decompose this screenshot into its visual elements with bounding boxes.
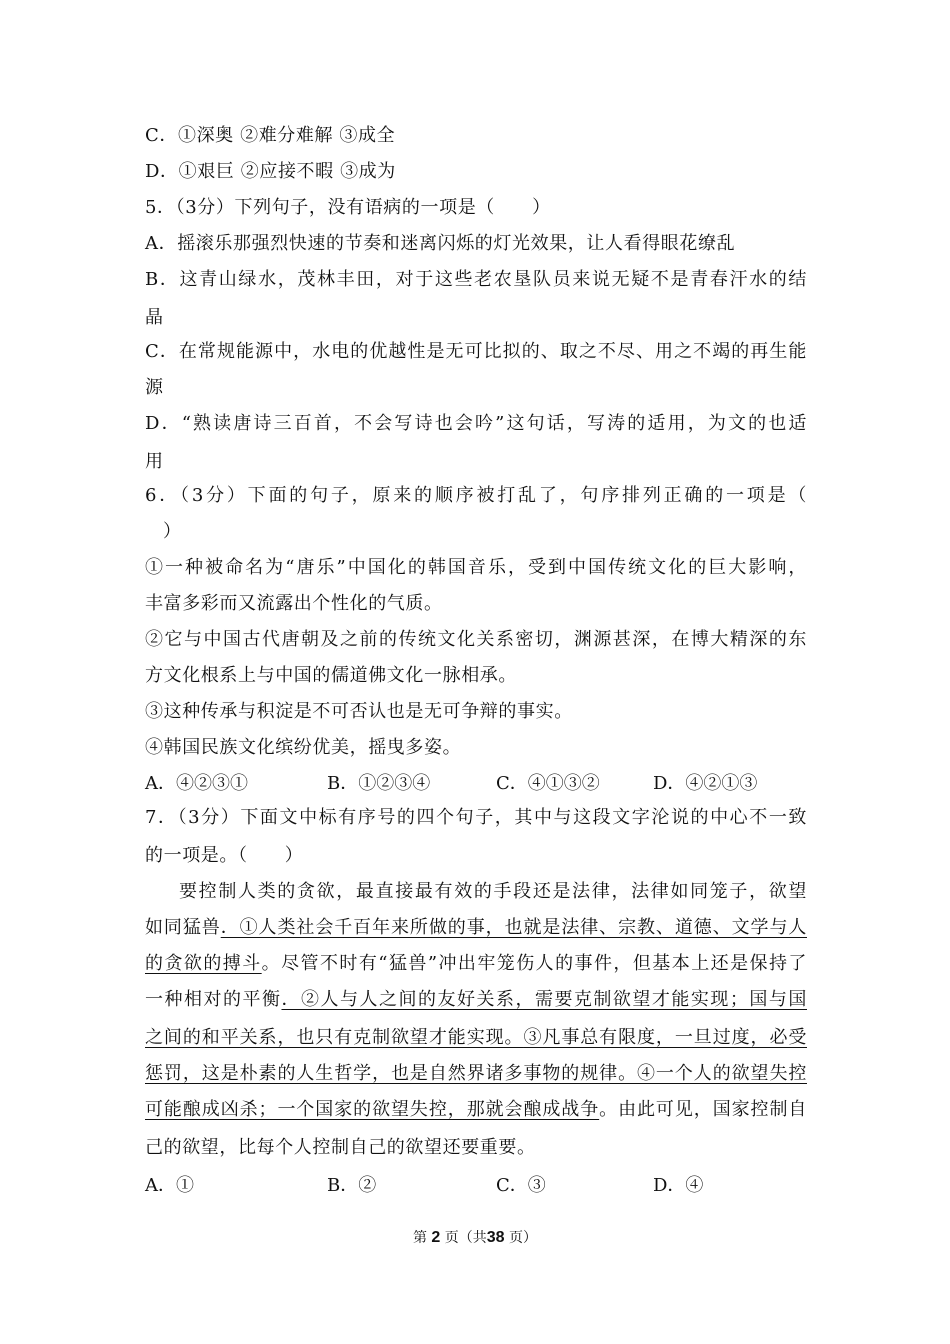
- passage-sentence-4-end: 可能酿成凶杀；一个国家的欲望失控，那就会酿成战争: [145, 1099, 600, 1120]
- footer-text: 第: [412, 1230, 427, 1246]
- q6-sentence-2: ②它与中国古代唐朝及之前的传统文化关系密切，渊源甚深，在博大精深的东: [145, 629, 807, 650]
- q6-sentence-1-cont: 丰富多彩而又流露出个性化的气质。: [145, 593, 443, 614]
- q5-option-c-cont: 源: [145, 377, 164, 398]
- q7-passage-line-8: 己的欲望，比每个人控制自己的欲望还要重要。: [145, 1137, 536, 1158]
- passage-sentence-1: ．①人类社会千百年来所做的事，也就是法律、宗教、道德、文学与人: [220, 917, 807, 938]
- passage-text: 。尽管不时有“猛兽”冲出牢笼伤人的事件，但基本上还是保持了: [261, 953, 807, 974]
- q5-option-d: D．“熟读唐诗三百首，不会写诗也会吟”这句话，写涛的适用，为文的也适: [145, 413, 807, 434]
- q6-option-d: D．④②①③: [653, 773, 758, 794]
- q5-option-b-cont: 晶: [145, 307, 164, 328]
- q7-option-a: A．①: [145, 1175, 194, 1196]
- q6-stem: 6．（3分）下面的句子，原来的顺序被打乱了，句序排列正确的一项是（: [145, 485, 807, 506]
- total-pages: 38: [486, 1229, 505, 1246]
- q6-option-c: C．④①③②: [496, 773, 600, 794]
- q7-passage-line-5: [145, 1026, 807, 1050]
- q6-option-b: B．①②③④: [327, 773, 431, 794]
- passage-text: 一种相对的平衡: [145, 989, 282, 1010]
- passage-text: 如同猛兽: [145, 917, 221, 938]
- q7-passage-line-7: [145, 1098, 807, 1122]
- q5-stem: 5．（3分）下列句子，没有语病的一项是（ ）: [145, 197, 551, 218]
- page-number: 2: [431, 1229, 441, 1246]
- page-footer: [0, 1228, 950, 1248]
- q6-stem-cont: ）: [163, 521, 182, 542]
- q5-option-a: A．摇滚乐那强烈快速的节奏和迷离闪烁的灯光效果，让人看得眼花缭乱: [145, 233, 736, 254]
- q6-sentence-3: ③这种传承与积淀是不可否认也是无可争辩的事实。: [145, 701, 573, 722]
- footer-text: 页（共: [444, 1230, 487, 1246]
- q7-passage-line-4: [145, 988, 807, 1012]
- q4-option-c: C．①深奥 ②难分难解 ③成全: [145, 125, 396, 146]
- q4-option-d: D．①艰巨 ②应接不暇 ③成为: [145, 161, 396, 182]
- passage-sentence-2-end: 之间的和平关系，也只有克制欲望才能实现。: [145, 1027, 524, 1048]
- q7-stem: 7．（3分）下面文中标有序号的四个句子，其中与这段文字沦说的中心不一致: [145, 807, 807, 828]
- q7-option-b: B．②: [327, 1175, 377, 1196]
- footer-text: 页）: [509, 1230, 538, 1246]
- passage-sentence-2: ．②人与人之间的友好关系，需要克制欲望才能实现；国与国: [281, 989, 807, 1010]
- passage-sentence-4: ④一个人的欲望失控: [637, 1063, 807, 1084]
- passage-sentence-1-end: 的贪欲的搏斗: [145, 953, 262, 974]
- q5-option-d-cont: 用: [145, 451, 164, 472]
- q6-option-a: A．④②③①: [145, 773, 248, 794]
- q7-passage-line-2: [145, 916, 807, 940]
- q5-option-b: B．这青山绿水，茂林丰田，对于这些老农垦队员来说无疑不是青春汗水的结: [145, 269, 807, 290]
- q7-passage-line-1: 要控制人类的贪欲，最直接最有效的手段还是法律，法律如同笼子，欲望: [179, 881, 807, 902]
- passage-text: 。由此可见，国家控制自: [599, 1099, 807, 1120]
- q7-stem-cont: 的一项是。（ ）: [145, 845, 304, 866]
- q6-sentence-1: ①一种被命名为“唐乐”中国化的韩国音乐，受到中国传统文化的巨大影响，: [145, 557, 807, 578]
- q6-sentence-2-cont: 方文化根系上与中国的儒道佛文化一脉相承。: [145, 665, 517, 686]
- q7-passage-line-3: [145, 952, 807, 976]
- passage-sentence-3-end: 惩罚，这是朴素的人生哲学，也是自然界诸多事物的规律。: [145, 1063, 637, 1084]
- q6-sentence-4: ④韩国民族文化缤纷优美，摇曳多姿。: [145, 737, 462, 758]
- q7-passage-line-6: [145, 1062, 807, 1086]
- q7-option-d: D．④: [653, 1175, 704, 1196]
- q5-option-c: C．在常规能源中，水电的优越性是无可比拟的、取之不尽、用之不竭的再生能: [145, 341, 807, 362]
- passage-sentence-3: ③凡事总有限度，一旦过度，必受: [523, 1027, 807, 1048]
- q7-option-c: C．③: [496, 1175, 546, 1196]
